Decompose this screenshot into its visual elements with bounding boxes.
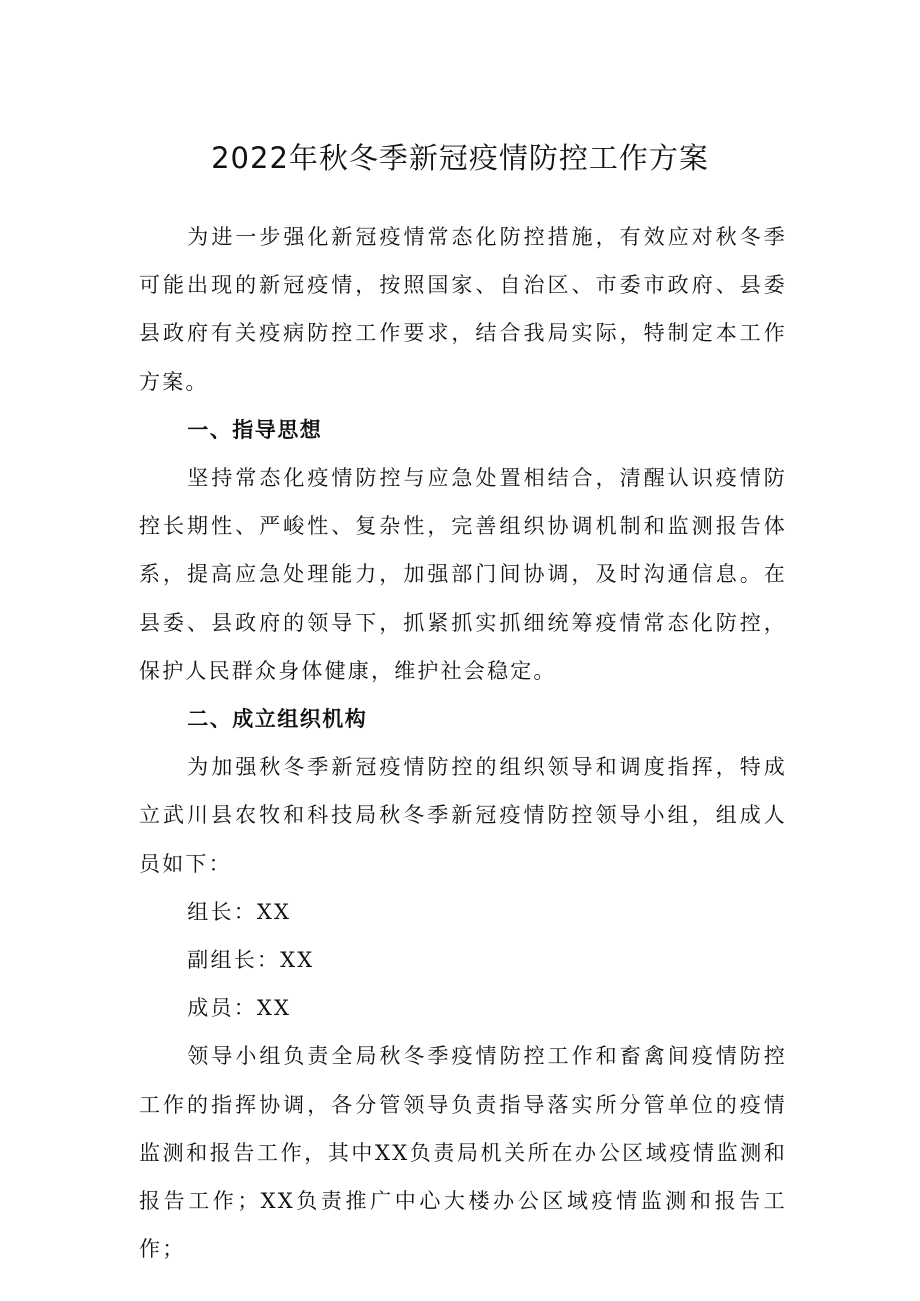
member-deputy-leader: 副组长：XX [187, 948, 315, 973]
document-body [139, 213, 787, 1273]
section-2-paragraph: 为加强秋冬季新冠疫情防控的组织领导和调度指挥，特成立武川县农牧和科技局秋冬季新冠疫情防控领导小组，组成人员如下： [139, 755, 787, 876]
document-title: 2022年秋冬季新冠疫情防控工作方案 [211, 141, 709, 175]
section-2-heading: 二、成立组织机构 [187, 707, 368, 732]
section-1-heading: 一、指导思想 [187, 417, 323, 442]
member-staff: 成员：XX [187, 996, 292, 1021]
member-leader: 组长：XX [187, 899, 292, 924]
intro-paragraph: 为进一步强化新冠疫情常态化防控措施，有效应对秋冬季可能出现的新冠疫情，按照国家、自治区、市委市政府、县委县政府有关疫病防控工作要求，结合我局实际，特制定本工作方案。 [139, 225, 787, 394]
section-1-paragraph: 坚持常态化疫情防控与应急处置相结合，清醒认识疫情防控长期性、严峻性、复杂性，完善组织协调机制和监测报告体系，提高应急处理能力，加强部门间协调，及时沟通信息。在县委、县政府的领导下，抓紧抓实抓细统筹疫情常态化防控，保护人民群众身体健康，维护社会稳定。 [139, 466, 787, 683]
duties-paragraph: 领导小组负责全局秋冬季疫情防控工作和畜禽间疫情防控工作的指挥协调，各分管领导负责指导落实所分管单位的疫情监测和报告工作，其中XX负责局机关所在办公区域疫情监测和报告工作；XX负责推广中心大楼办公区域疫情监测和报告工作； [139, 1044, 787, 1262]
